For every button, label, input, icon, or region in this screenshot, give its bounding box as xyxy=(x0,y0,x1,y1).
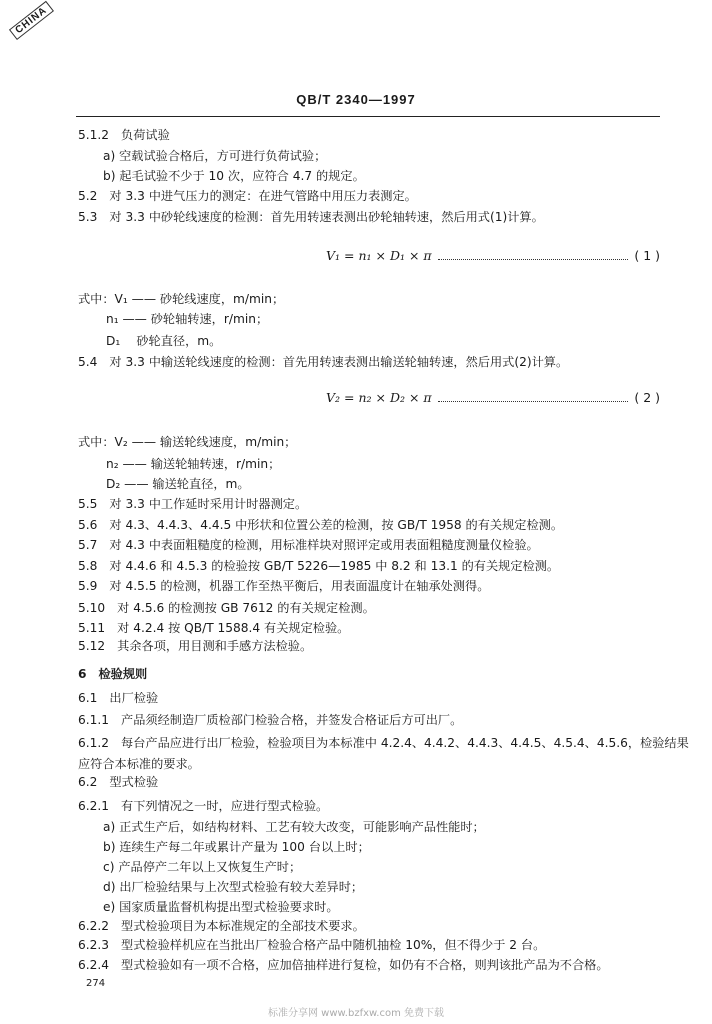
clause-text: 对 3.3 中砂轮线速度的检测：首先用转速表测出砂轮轴转速，然后用式(1)计算。 xyxy=(109,210,544,224)
clause-text: a) 空载试验合格后，方可进行负荷试验； xyxy=(103,149,327,163)
text-line xyxy=(78,798,328,814)
clause-text: 型式检验项目为本标准规定的全部技术要求。 xyxy=(121,919,365,933)
clause-text: 型式检验样机应在当批出厂检验合格产品中随机抽检 10%，但不得少于 2 台。 xyxy=(121,938,546,952)
clause-number: 6.2.2 xyxy=(78,919,110,933)
clause-text: d) 出厂检验结果与上次型式检验有较大差异时； xyxy=(103,880,364,894)
text-line xyxy=(78,127,170,143)
clause-number: 5.3 xyxy=(78,210,98,224)
text-line xyxy=(78,774,158,790)
formula-2-tag: ( 2 ) xyxy=(634,390,660,405)
clause-number: 6.1.2 xyxy=(78,736,110,750)
clause-number: 6 xyxy=(78,667,87,681)
clause-text: 出厂检验 xyxy=(109,691,159,705)
text-line xyxy=(106,311,268,327)
clause-text: 对 4.3、4.4.3、4.4.5 中形状和位置公差的检测，按 GB/T 1958 的有关规定检测。 xyxy=(109,518,564,532)
page-number: 274 xyxy=(86,978,106,989)
clause-text: e) 国家质量监督机构提出型式检验要求时。 xyxy=(103,900,339,914)
clause-text: 有下列情况之一时，应进行型式检验。 xyxy=(121,799,329,813)
clause-text: 对 3.3 中输送轮线速度的检测：首先用转速表测出输送轮轴转速，然后用式(2)计算。 xyxy=(109,355,569,369)
clause-text: b) 连续生产每二年或累计产量为 100 台以上时； xyxy=(103,840,370,854)
text-line xyxy=(78,209,544,225)
leader-dots xyxy=(438,251,629,260)
text-line xyxy=(78,638,312,654)
text-line xyxy=(103,899,339,915)
clause-number: 5.8 xyxy=(78,559,98,573)
text-line xyxy=(106,456,280,472)
clause-text: 负荷试验 xyxy=(121,128,170,142)
clause-text: 对 3.3 中工作延时采用计时器测定。 xyxy=(109,497,308,511)
text-line xyxy=(103,839,370,855)
clause-text: 型式检验如有一项不合格，应加倍抽样进行复检，如仍有不合格，则判该批产品为不合格。 xyxy=(121,958,609,972)
clause-text: c) 产品停产二年以上又恢复生产时； xyxy=(103,860,302,874)
clause-number: 6.2 xyxy=(78,775,98,789)
clause-text: 其余各项，用目测和手感方法检验。 xyxy=(117,639,313,653)
text-line xyxy=(78,690,158,706)
text-line xyxy=(78,957,609,973)
clause-text: 应符合本标准的要求。 xyxy=(78,757,200,771)
clause-number: 5.4 xyxy=(78,355,98,369)
clause-text: 式中：V₂ —— 输送轮线速度，m/min； xyxy=(78,435,297,449)
formula-1-expression: V₁ = n₁ × D₁ × π xyxy=(326,248,432,263)
text-line xyxy=(78,434,296,450)
text-line xyxy=(78,918,365,934)
clause-number: 5.6 xyxy=(78,518,98,532)
clause-number: 5.1.2 xyxy=(78,128,110,142)
clause-number: 6.2.3 xyxy=(78,938,110,952)
page-header: QB/T 2340—1997 xyxy=(296,92,416,107)
formula-2 xyxy=(326,390,660,405)
clause-number: 5.11 xyxy=(78,621,106,635)
text-line xyxy=(103,879,363,895)
clause-text: 产品须经制造厂质检部门检验合格，并签发合格证后方可出厂。 xyxy=(121,713,463,727)
clause-number: 5.2 xyxy=(78,189,98,203)
formula-2-expression: V₂ = n₂ × D₂ × π xyxy=(326,390,432,405)
text-line xyxy=(78,537,539,553)
clause-number: 6.2.1 xyxy=(78,799,110,813)
clause-number: 6.1 xyxy=(78,691,98,705)
clause-text: 检验规则 xyxy=(98,667,148,681)
text-line xyxy=(78,517,563,533)
china-stamp: CHINA xyxy=(9,1,54,40)
clause-text: 对 4.4.6 和 4.5.3 的检验按 GB/T 5226—1985 中 8.2 和 13.1 的有关规定检测。 xyxy=(109,559,560,573)
text-line xyxy=(78,578,489,594)
clause-text: 对 4.5.6 的检测按 GB 7612 的有关规定检测。 xyxy=(117,601,375,615)
clause-number: 5.10 xyxy=(78,601,106,615)
clause-number: 5.9 xyxy=(78,579,98,593)
clause-number: 5.5 xyxy=(78,497,98,511)
clause-text: 型式检验 xyxy=(109,775,159,789)
leader-dots xyxy=(438,393,629,402)
formula-1-tag: ( 1 ) xyxy=(634,248,660,263)
text-line xyxy=(103,859,301,875)
text-line xyxy=(106,476,250,492)
text-line xyxy=(78,496,307,512)
text-line xyxy=(78,937,545,953)
clause-text: a) 正式生产后，如结构材料、工艺有较大改变，可能影响产品性能时； xyxy=(103,820,485,834)
text-line xyxy=(78,600,375,616)
text-line xyxy=(78,558,559,574)
text-line xyxy=(103,819,485,835)
text-line xyxy=(78,666,147,682)
formula-1 xyxy=(326,248,660,263)
clause-number: 6.1.1 xyxy=(78,713,110,727)
footer-watermark: 标准分享网 www.bzfxw.com 免费下载 xyxy=(268,1008,444,1019)
clause-text: 对 4.3 中表面粗糙度的检测，用标准样块对照评定或用表面粗糙度测量仪检验。 xyxy=(109,538,539,552)
clause-text: D₂ —— 输送轮直径，m。 xyxy=(106,477,250,491)
clause-text: n₁ —— 砂轮轴转速，r/min； xyxy=(106,312,269,326)
text-line xyxy=(78,756,200,772)
clause-number: 6.2.4 xyxy=(78,958,110,972)
text-line xyxy=(78,712,462,728)
clause-text: n₂ —— 输送轮轴转速，r/min； xyxy=(106,457,281,471)
clause-number: 5.12 xyxy=(78,639,106,653)
clause-text: 对 4.2.4 按 QB/T 1588.4 有关规定检验。 xyxy=(117,621,350,635)
clause-text: 对 4.5.5 的检测，机器工作至热平衡后，用表面温度计在轴承处测得。 xyxy=(109,579,490,593)
clause-text: D₁ 砂轮直径，m。 xyxy=(106,334,222,348)
clause-text: 式中：V₁ —— 砂轮线速度，m/min； xyxy=(78,292,285,306)
text-line xyxy=(106,333,221,349)
text-line xyxy=(103,148,326,164)
text-line xyxy=(78,735,689,751)
clause-text: b) 起毛试验不少于 10 次，应符合 4.7 的规定。 xyxy=(103,169,365,183)
clause-number: 5.7 xyxy=(78,538,98,552)
text-line xyxy=(78,620,349,636)
text-line xyxy=(103,168,365,184)
text-line xyxy=(78,354,568,370)
text-line xyxy=(78,291,284,307)
text-line xyxy=(78,188,417,204)
clause-text: 每台产品应进行出厂检验，检验项目为本标准中 4.2.4、4.4.2、4.4.3、4.4.5、4.5.4、4.5.6，检验结果 xyxy=(121,736,689,750)
clause-text: 对 3.3 中进气压力的测定：在进气管路中用压力表测定。 xyxy=(109,189,417,203)
header-rule xyxy=(76,116,660,117)
